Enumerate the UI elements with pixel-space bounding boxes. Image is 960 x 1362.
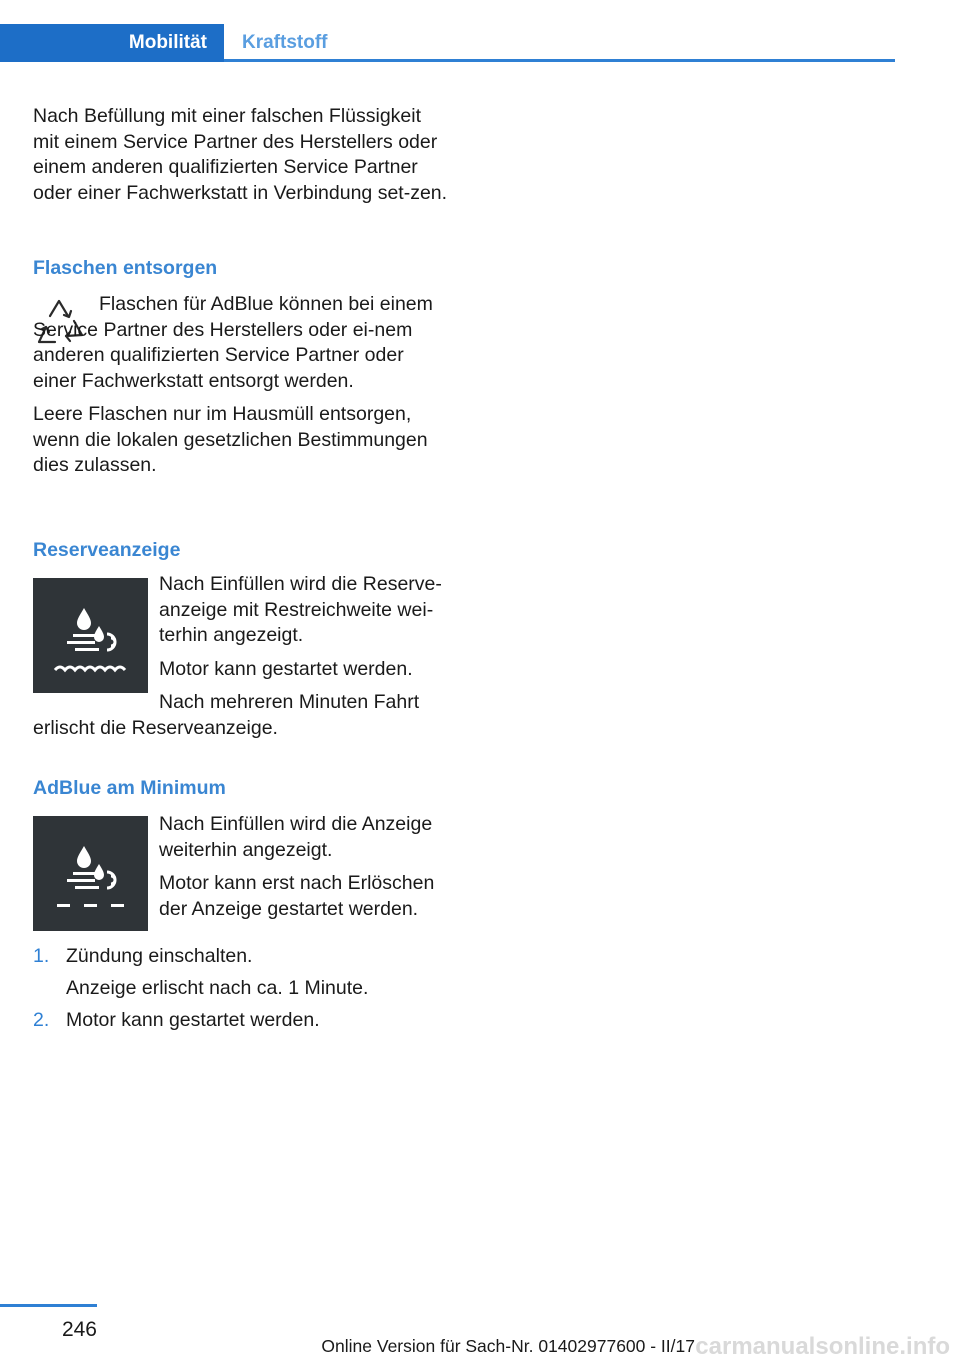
tab-kraftstoff[interactable]: Kraftstoff: [242, 32, 328, 53]
heading-flaschen-entsorgen: Flaschen entsorgen: [33, 257, 218, 279]
step-text-1: Zündung einschalten.: [66, 945, 253, 967]
reserve-paragraph-1: Nach Einfüllen wird die Reserve‐anzeige mit Restreichweite wei‐terhin angezeigt.: [159, 573, 442, 646]
header-rule: [224, 59, 895, 62]
reserve-paragraph-3: Nach mehreren Minuten Fahrt erlischt die Reserveanzeige.: [33, 691, 420, 739]
section-minimum-text: [33, 812, 448, 922]
footer-rule: [0, 1304, 97, 1307]
intro-paragraph: Nach Befüllung mit einer falschen Flüssigkeit mit einem Service Partner des Herstellers oder einem anderen qualifizierten Service Partner oder einer Fachwerkstatt in Verbindung set‐zen.: [33, 105, 448, 204]
watermark: carmanualsonline.info: [695, 1333, 950, 1360]
bottles-paragraph-2: Leere Flaschen nur im Hausmüll entsorgen, wenn die lokalen gesetzlichen Bestimmungen dies zulassen.: [33, 403, 428, 476]
step-number-1: 1.: [33, 945, 50, 967]
minimum-paragraph-2: Motor kann erst nach Erlöschen der Anzeige gestartet werden.: [159, 872, 435, 920]
section-reserve-text: [33, 572, 448, 741]
heading-adblue-am-minimum: AdBlue am Minimum: [33, 777, 226, 799]
header-tabs: [0, 24, 895, 62]
step-number-2: 2.: [33, 1009, 50, 1031]
heading-reserveanzeige: Reserveanzeige: [33, 539, 181, 561]
online-version-note: Online Version für Sach-Nr. 01402977600 - II/17: [321, 1336, 695, 1356]
tab-mobilitaet[interactable]: Mobilität: [0, 24, 224, 62]
step-text-2: Motor kann gestartet werden.: [66, 1009, 320, 1031]
minimum-paragraph-1: Nach Einfüllen wird die Anzeige weiterhin angezeigt.: [159, 813, 433, 861]
step-subtext-1: Anzeige erlischt nach ca. 1 Minute.: [66, 977, 369, 999]
page-number: 246: [61, 1318, 97, 1341]
bottles-paragraph-1: Flaschen für AdBlue können bei einem Service Partner des Herstellers oder ei‐nem anderen qualifizierten Service Partner oder einer Fachwerkstatt entsorgt werden.: [33, 293, 433, 392]
reserve-paragraph-2: Motor kann gestartet werden.: [159, 657, 413, 680]
section-bottles-text: [33, 292, 448, 479]
